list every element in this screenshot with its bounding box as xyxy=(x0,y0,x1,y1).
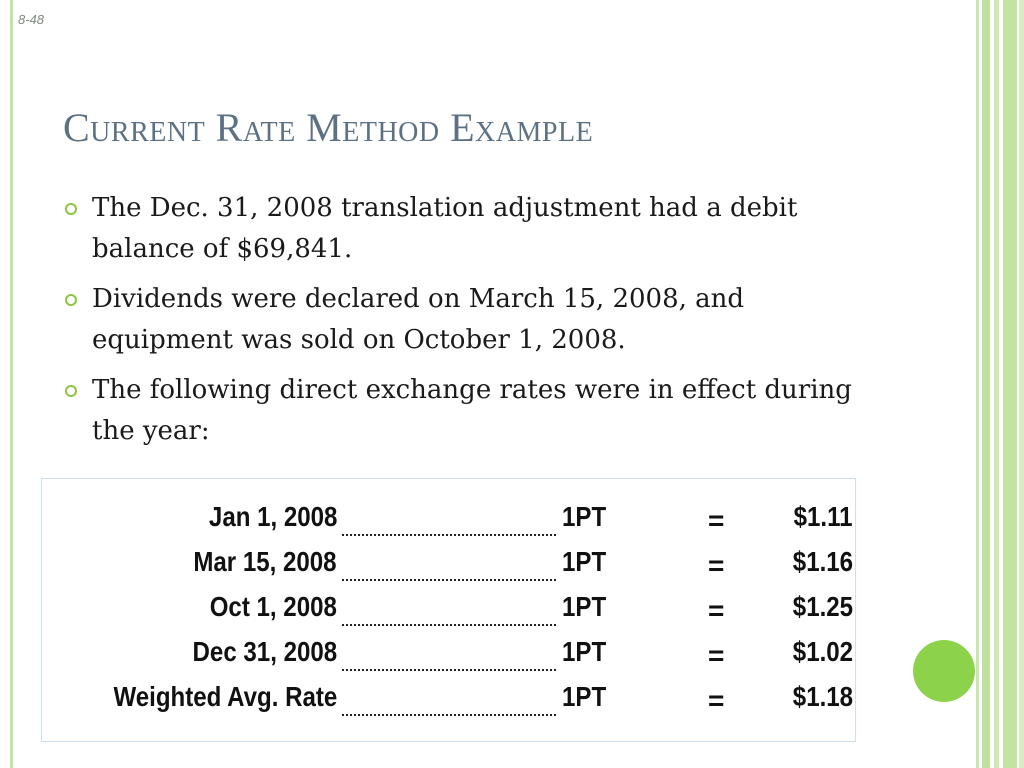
rate-row xyxy=(42,677,857,719)
left-accent-rule xyxy=(10,0,13,768)
rate-date: Mar 15, 2008 xyxy=(193,546,337,577)
equals-sign: = xyxy=(708,595,725,626)
bullet-list xyxy=(64,188,884,461)
rate-unit: 1PT xyxy=(562,681,607,712)
equals-sign: = xyxy=(708,640,725,671)
rate-value: $1.16 xyxy=(792,546,853,577)
rate-date: Dec 31, 2008 xyxy=(192,636,337,667)
equals-sign: = xyxy=(708,685,725,716)
bullet-text: The Dec. 31, 2008 translation adjustment had a debit balance of $69,841. xyxy=(92,193,798,264)
bullet-item xyxy=(64,188,884,270)
bullet-ring-icon xyxy=(65,385,77,397)
page-number: 8-48 xyxy=(18,12,45,27)
rate-unit: 1PT xyxy=(562,546,607,577)
equals-sign: = xyxy=(708,550,725,581)
right-stripe xyxy=(1019,0,1024,768)
equals-sign: = xyxy=(708,505,725,536)
dotted-leader xyxy=(342,624,556,626)
rate-date: Oct 1, 2008 xyxy=(209,591,337,622)
rate-unit: 1PT xyxy=(562,501,607,532)
rate-value: $1.11 xyxy=(794,501,853,532)
rate-value: $1.02 xyxy=(792,636,853,667)
bullet-ring-icon xyxy=(65,294,77,306)
right-stripe xyxy=(976,0,979,768)
bullet-item xyxy=(64,370,884,452)
rate-row xyxy=(42,542,857,584)
right-stripe xyxy=(1003,0,1017,768)
dotted-leader xyxy=(342,534,556,536)
bullet-text: The following direct exchange rates were in effect during the year: xyxy=(92,375,852,446)
right-stripe xyxy=(994,0,999,768)
bullet-text: Dividends were declared on March 15, 2008, and equipment was sold on October 1, 2008. xyxy=(92,284,745,355)
rate-value: $1.18 xyxy=(792,681,853,712)
exchange-rates-table xyxy=(41,478,856,742)
rate-date: Jan 1, 2008 xyxy=(208,501,337,532)
dotted-leader xyxy=(342,579,556,581)
rate-row xyxy=(42,632,857,674)
rate-unit: 1PT xyxy=(562,636,607,667)
green-circle-decoration xyxy=(913,640,975,702)
dotted-leader xyxy=(342,714,556,716)
rate-value: $1.25 xyxy=(792,591,853,622)
rate-unit: 1PT xyxy=(562,591,607,622)
bullet-ring-icon xyxy=(65,203,77,215)
rate-row xyxy=(42,587,857,629)
dotted-leader xyxy=(342,669,556,671)
slide-title: Current Rate Method Example xyxy=(63,105,594,150)
bullet-item xyxy=(64,279,884,361)
rate-date: Weighted Avg. Rate xyxy=(113,681,337,712)
right-stripe xyxy=(982,0,990,768)
rate-row xyxy=(42,497,857,539)
